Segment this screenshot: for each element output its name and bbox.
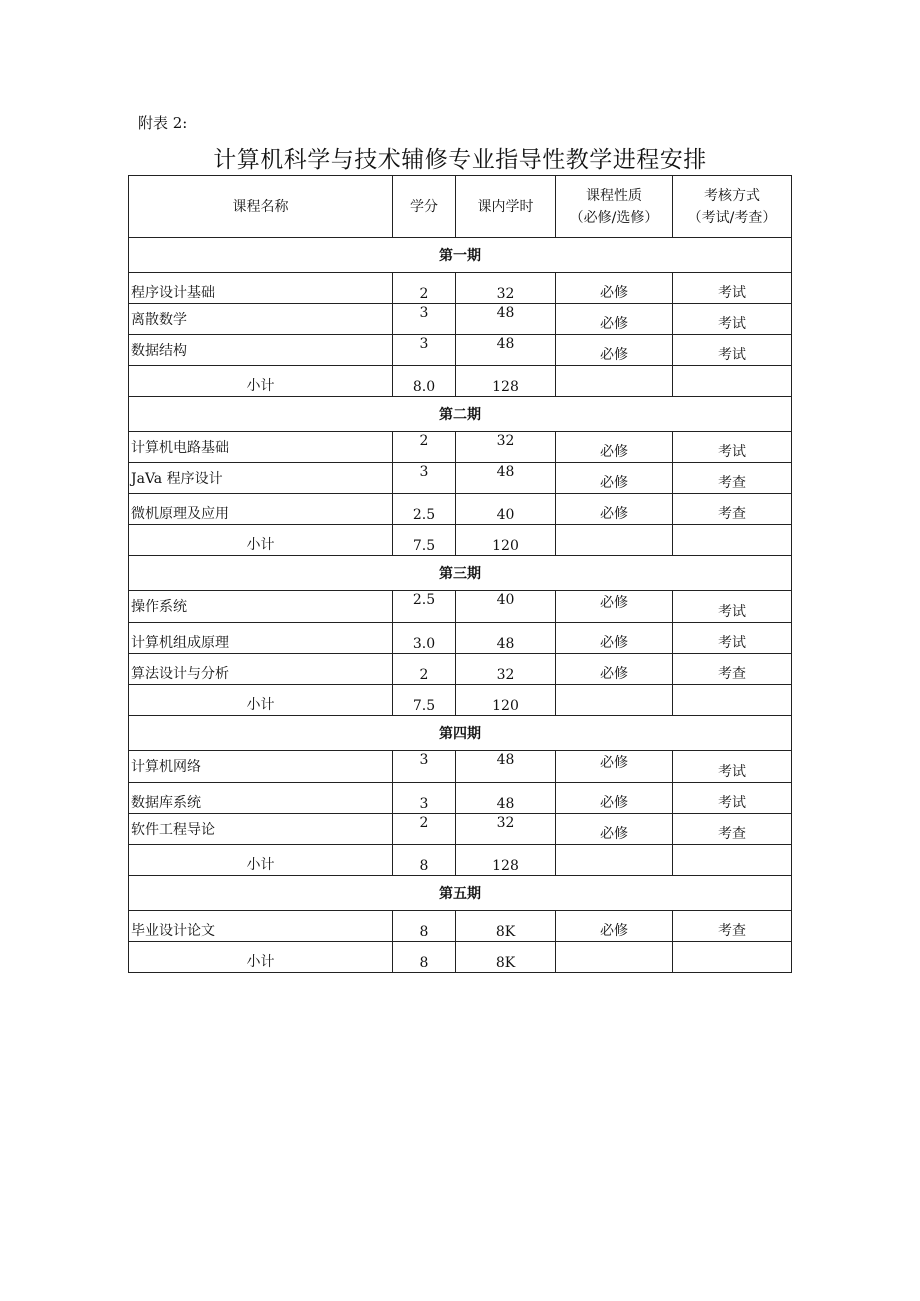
subtotal-row	[129, 366, 792, 397]
header-exam-line1: 考核方式	[704, 187, 760, 204]
header-credit: 学分	[393, 176, 456, 238]
course-hours: 32	[456, 273, 556, 304]
subtotal-empty	[673, 685, 792, 716]
course-name: 计算机组成原理	[129, 623, 393, 654]
subtotal-credit: 8	[393, 845, 456, 876]
subtotal-row	[129, 525, 792, 556]
course-hours: 8K	[456, 911, 556, 942]
subtotal-hours: 128	[456, 845, 556, 876]
subtotal-label: 小计	[129, 942, 393, 973]
course-hours: 48	[456, 751, 556, 783]
course-type: 必修	[556, 623, 673, 654]
course-type: 必修	[556, 494, 673, 525]
course-type: 必修	[556, 591, 673, 623]
term-label: 第三期	[129, 556, 792, 591]
course-credit: 2.5	[393, 591, 456, 623]
header-hours: 课内学时	[456, 176, 556, 238]
term-row	[129, 876, 792, 911]
header-type-line1: 课程性质	[586, 187, 642, 204]
header-course-name: 课程名称	[129, 176, 393, 238]
course-type: 必修	[556, 751, 673, 783]
subtotal-label: 小计	[129, 685, 393, 716]
course-credit: 2	[393, 814, 456, 845]
course-exam: 考试	[673, 783, 792, 814]
course-type: 必修	[556, 814, 673, 845]
course-type: 必修	[556, 463, 673, 494]
subtotal-credit: 7.5	[393, 685, 456, 716]
course-name: 毕业设计论文	[129, 911, 393, 942]
course-hours: 32	[456, 814, 556, 845]
subtotal-empty	[673, 942, 792, 973]
course-exam: 考查	[673, 911, 792, 942]
course-hours: 48	[456, 335, 556, 366]
course-hours: 48	[456, 623, 556, 654]
course-row	[129, 814, 792, 845]
term-row	[129, 716, 792, 751]
curriculum-table	[128, 175, 792, 973]
course-exam: 考试	[673, 335, 792, 366]
subtotal-row	[129, 942, 792, 973]
term-label: 第二期	[129, 397, 792, 432]
appendix-note: 附表 2:	[138, 114, 188, 132]
course-type: 必修	[556, 783, 673, 814]
course-exam: 考试	[673, 591, 792, 623]
course-exam: 考试	[673, 273, 792, 304]
course-row	[129, 783, 792, 814]
subtotal-hours: 120	[456, 525, 556, 556]
term-row	[129, 556, 792, 591]
course-name: 算法设计与分析	[129, 654, 393, 685]
course-name: 程序设计基础	[129, 273, 393, 304]
subtotal-label: 小计	[129, 525, 393, 556]
course-row	[129, 911, 792, 942]
course-credit: 3	[393, 335, 456, 366]
course-hours: 48	[456, 304, 556, 335]
subtotal-hours: 128	[456, 366, 556, 397]
course-credit: 3	[393, 751, 456, 783]
course-row	[129, 654, 792, 685]
subtotal-empty	[556, 942, 673, 973]
course-credit: 3	[393, 783, 456, 814]
course-row	[129, 463, 792, 494]
course-credit: 8	[393, 911, 456, 942]
header-type-line2: （必修/选修）	[569, 209, 659, 226]
course-row	[129, 591, 792, 623]
subtotal-hours: 120	[456, 685, 556, 716]
subtotal-credit: 7.5	[393, 525, 456, 556]
course-type: 必修	[556, 335, 673, 366]
course-credit: 2	[393, 654, 456, 685]
course-name: 操作系统	[129, 591, 393, 623]
header-course-type	[556, 176, 673, 238]
course-row	[129, 432, 792, 463]
header-row	[129, 176, 792, 238]
course-exam: 考试	[673, 623, 792, 654]
course-hours: 32	[456, 432, 556, 463]
course-credit: 2	[393, 273, 456, 304]
course-credit: 2.5	[393, 494, 456, 525]
course-name: 数据库系统	[129, 783, 393, 814]
course-credit: 3	[393, 304, 456, 335]
course-exam: 考查	[673, 494, 792, 525]
course-row	[129, 335, 792, 366]
course-row	[129, 623, 792, 654]
subtotal-empty	[556, 845, 673, 876]
subtotal-row	[129, 685, 792, 716]
course-hours: 48	[456, 463, 556, 494]
course-name: 数据结构	[129, 335, 393, 366]
course-exam: 考试	[673, 432, 792, 463]
course-type: 必修	[556, 273, 673, 304]
term-label: 第一期	[129, 238, 792, 273]
course-name: 微机原理及应用	[129, 494, 393, 525]
course-name: 计算机网络	[129, 751, 393, 783]
course-row	[129, 751, 792, 783]
course-name: JaVa 程序设计	[129, 463, 393, 494]
course-type: 必修	[556, 654, 673, 685]
subtotal-empty	[673, 366, 792, 397]
subtotal-empty	[673, 525, 792, 556]
course-row	[129, 273, 792, 304]
term-label: 第四期	[129, 716, 792, 751]
course-exam: 考查	[673, 814, 792, 845]
course-credit: 3	[393, 463, 456, 494]
subtotal-empty	[556, 525, 673, 556]
subtotal-empty	[673, 845, 792, 876]
subtotal-empty	[556, 366, 673, 397]
course-exam: 考试	[673, 304, 792, 335]
course-exam: 考查	[673, 654, 792, 685]
course-hours: 40	[456, 494, 556, 525]
term-row	[129, 397, 792, 432]
course-row	[129, 304, 792, 335]
course-name: 软件工程导论	[129, 814, 393, 845]
course-credit: 3.0	[393, 623, 456, 654]
subtotal-empty	[556, 685, 673, 716]
subtotal-label: 小计	[129, 366, 393, 397]
subtotal-label: 小计	[129, 845, 393, 876]
subtotal-row	[129, 845, 792, 876]
course-exam: 考查	[673, 463, 792, 494]
course-hours: 40	[456, 591, 556, 623]
subtotal-credit: 8	[393, 942, 456, 973]
course-exam: 考试	[673, 751, 792, 783]
course-name: 离散数学	[129, 304, 393, 335]
subtotal-hours: 8K	[456, 942, 556, 973]
course-row	[129, 494, 792, 525]
course-type: 必修	[556, 304, 673, 335]
term-label: 第五期	[129, 876, 792, 911]
header-exam-method	[673, 176, 792, 238]
course-type: 必修	[556, 432, 673, 463]
subtotal-credit: 8.0	[393, 366, 456, 397]
course-name: 计算机电路基础	[129, 432, 393, 463]
page-title: 计算机科学与技术辅修专业指导性教学进程安排	[213, 147, 707, 173]
course-credit: 2	[393, 432, 456, 463]
course-type: 必修	[556, 911, 673, 942]
header-exam-line2: （考试/考查）	[687, 209, 777, 226]
course-hours: 32	[456, 654, 556, 685]
course-hours: 48	[456, 783, 556, 814]
term-row	[129, 238, 792, 273]
